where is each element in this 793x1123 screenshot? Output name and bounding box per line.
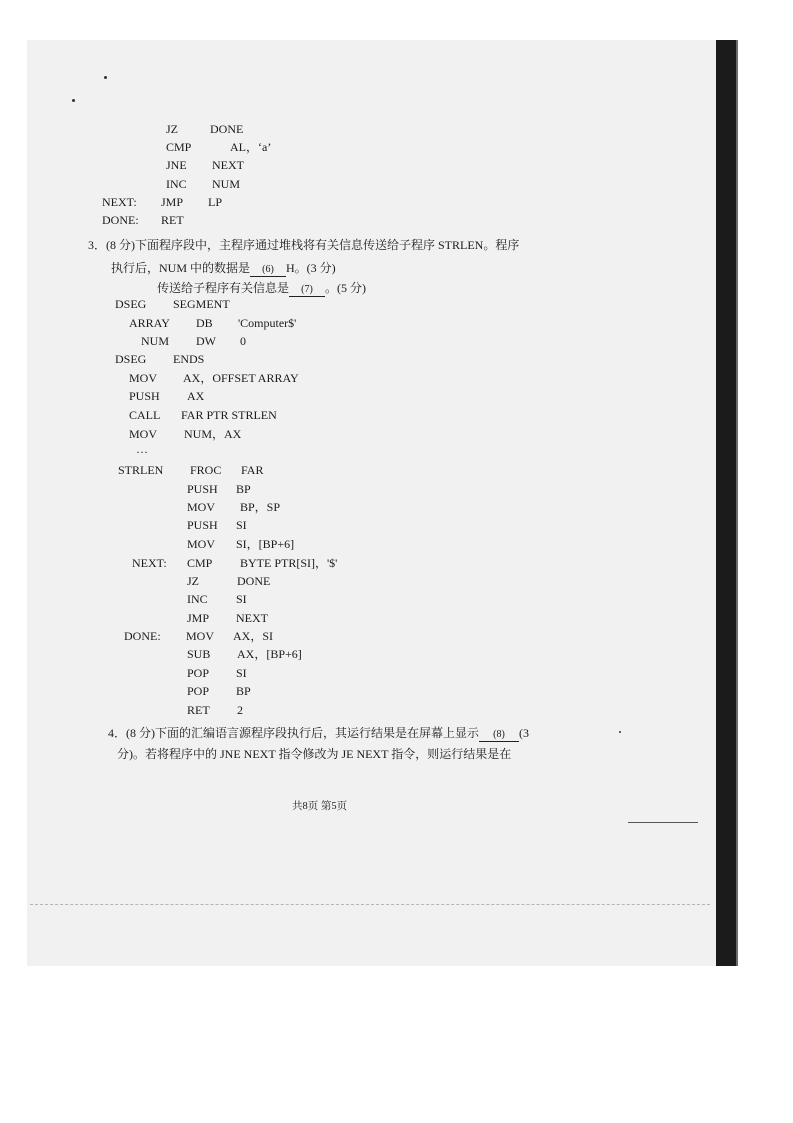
code-operand: AL，‘a’ (230, 140, 272, 154)
code-operand: AX，SI (233, 629, 274, 643)
code-operand: AX (187, 389, 205, 403)
code-operand: LP (208, 195, 223, 209)
code-directive: ENDS (173, 352, 205, 366)
code-ellipsis: … (136, 442, 148, 456)
code-operand: DONE (210, 122, 244, 136)
code-operand: SI (236, 666, 247, 680)
code-label: DONE: (124, 629, 161, 643)
code-directive: DB (196, 316, 213, 330)
page-number: 共8页 第5页 (292, 801, 348, 812)
code-directive: DW (196, 334, 216, 348)
question-3-header: 3．(8 分)下面程序段中，主程序通过堆栈将有关信息传送给子程序 STRLEN。程序 (88, 238, 520, 252)
answer-line (628, 822, 698, 823)
answer-blank-8: (8) (479, 729, 519, 742)
question-4-text: (3 (519, 726, 529, 740)
code-operand: AX，[BP+6] (237, 647, 302, 661)
code-label: ARRAY (129, 316, 170, 330)
code-operand: AX，OFFSET ARRAY (183, 371, 299, 385)
scan-edge-shadow (716, 40, 738, 966)
code-mnemonic: POP (187, 666, 210, 680)
code-operand: NEXT (212, 158, 244, 172)
code-mnemonic: JNE (166, 158, 187, 172)
cut-line (30, 904, 710, 905)
code-operand: NUM (212, 177, 241, 191)
code-mnemonic: MOV (186, 629, 215, 643)
question-3-line3 (157, 281, 366, 297)
code-directive: SEGMENT (173, 297, 230, 311)
question-3-line2 (111, 261, 336, 277)
code-label: NEXT: (132, 556, 167, 570)
scan-speck (72, 99, 75, 102)
code-mnemonic: CMP (166, 140, 192, 154)
code-operand: FAR PTR STRLEN (181, 408, 277, 422)
code-mnemonic: INC (166, 177, 187, 191)
code-operand: SI (236, 518, 247, 532)
code-mnemonic: RET (187, 703, 210, 717)
code-directive: DSEG (115, 352, 147, 366)
scan-speck (619, 731, 621, 733)
code-mnemonic: JZ (187, 574, 199, 588)
code-mnemonic: JMP (161, 195, 184, 209)
scan-edge-border (736, 40, 738, 966)
code-operand: SI，[BP+6] (236, 537, 295, 551)
code-operand: BYTE PTR[SI]，'$' (240, 556, 338, 570)
code-mnemonic: SUB (187, 647, 211, 661)
code-mnemonic: MOV (187, 500, 216, 514)
answer-blank-7: (7) (289, 284, 325, 297)
code-mnemonic: PUSH (187, 518, 218, 532)
code-operand: SI (236, 592, 247, 606)
code-operand: NUM，AX (184, 427, 242, 441)
code-label: NEXT: (102, 195, 137, 209)
code-mnemonic: POP (187, 684, 210, 698)
code-mnemonic: FROC (190, 463, 222, 477)
code-mnemonic: RET (161, 213, 184, 227)
code-mnemonic: MOV (129, 371, 158, 385)
question-3-text: 传送给子程序有关信息是 (157, 281, 290, 295)
question-4-line1 (108, 726, 529, 742)
code-operand: NEXT (236, 611, 268, 625)
question-3-text: 执行后，NUM 中的数据是 (111, 261, 251, 275)
code-mnemonic: CMP (187, 556, 213, 570)
answer-blank-6: (6) (250, 264, 286, 277)
code-mnemonic: PUSH (187, 482, 218, 496)
code-label: DONE: (102, 213, 139, 227)
code-mnemonic: CALL (129, 408, 161, 422)
scan-speck (104, 76, 107, 79)
code-operand: DONE (237, 574, 271, 588)
code-operand: BP (236, 684, 251, 698)
question-4-line2: 分)。若将程序中的 JNE NEXT 指令修改为 JE NEXT 指令，则运行结果是在 (117, 747, 512, 761)
code-operand: FAR (241, 463, 264, 477)
code-mnemonic: INC (187, 592, 208, 606)
code-mnemonic: PUSH (129, 389, 160, 403)
question-3-text: 。(5 分) (325, 281, 367, 295)
question-3-text: H。(3 分) (286, 261, 336, 275)
scanned-page (27, 40, 738, 966)
code-label: NUM (141, 334, 170, 348)
code-operand: BP，SP (240, 500, 281, 514)
code-mnemonic: JZ (166, 122, 178, 136)
code-operand: BP (236, 482, 251, 496)
code-operand: 0 (240, 334, 246, 348)
code-mnemonic: MOV (187, 537, 216, 551)
code-directive: DSEG (115, 297, 147, 311)
code-mnemonic: MOV (129, 427, 158, 441)
code-operand: 2 (237, 703, 243, 717)
code-label: STRLEN (118, 463, 164, 477)
question-4-text: 4．(8 分)下面的汇编语言源程序段执行后，其运行结果是在屏幕上显示 (108, 726, 479, 740)
code-mnemonic: JMP (187, 611, 210, 625)
code-operand: 'Computer$' (238, 316, 297, 330)
